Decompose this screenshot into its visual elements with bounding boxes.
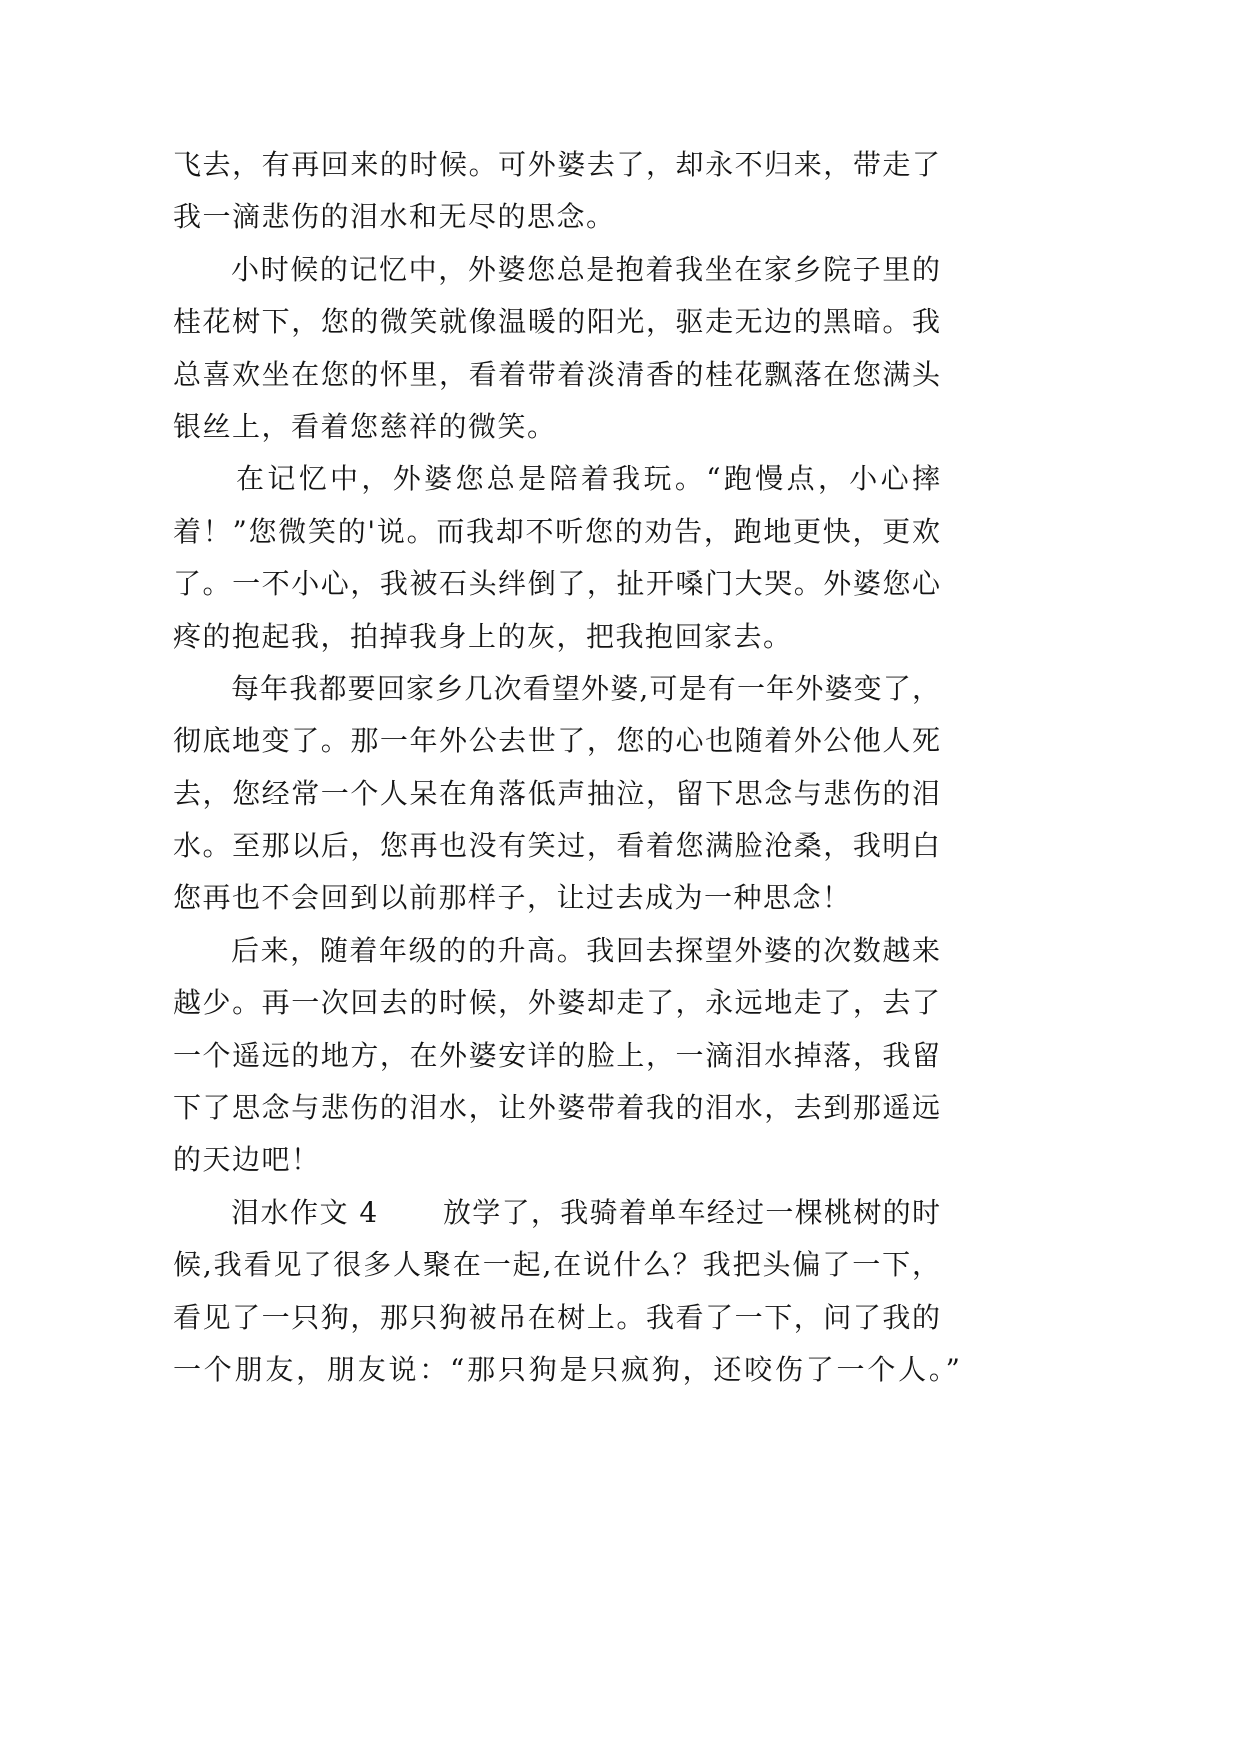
text-line: 一个遥远的地方，在外婆安详的脸上，一滴泪水掉落，我留 [173,1038,940,1072]
paragraph [173,1187,960,1397]
document-body [173,139,960,1396]
text-line: 飞去，有再回来的时候。可外婆去了，却永不归来，带走了 [173,148,940,181]
text-line: 了。一不小心，我被石头绊倒了，扯开嗓门大哭。外婆您心 [173,567,940,601]
text-line: 的天边吧！ [173,1143,321,1177]
text-line: 小时候的记忆中，外婆您总是抱着我坐在家乡院子里的 [231,252,940,286]
text-line: 我一滴悲伤的泪水和无尽的思念。 [173,200,616,234]
text-line: 看见了一只狗，那只狗被吊在树上。我看了一下，问了我的 [173,1300,940,1334]
paragraph [173,139,940,244]
paragraph [173,663,940,925]
heading-line [173,1187,940,1239]
text-line: 下了思念与悲伤的泪水，让外婆带着我的泪水，去到那遥远 [173,1091,940,1125]
text-line: 每年我都要回家乡几次看望外婆,可是有一年外婆变了， [231,671,940,705]
paragraph [173,244,940,454]
paragraph [173,925,940,1187]
paragraph [173,453,940,663]
text-line: 彻底地变了。那一年外公去世了，您的心也随着外公他人死 [173,724,940,758]
text-line: 总喜欢坐在您的怀里，看着带着淡清香的桂花飘落在您满头 [173,357,940,391]
text-line: 着！”您微笑的'说。而我却不听您的劝告，跑地更快，更欢 [173,514,940,548]
text-line: 疼的抱起我，拍掉我身上的灰，把我抱回家去。 [173,619,793,653]
text-line: 放学了，我骑着单车经过一棵桃树的时 [443,1195,940,1229]
text-line: 您再也不会回到以前那样子，让过去成为一种思念！ [173,881,852,915]
text-line: 去，您经常一个人呆在角落低声抽泣，留下思念与悲伤的泪 [173,776,940,810]
text-line: 银丝上，看着您慈祥的微笑。 [173,409,557,443]
text-line: 后来，随着年级的的升高。我回去探望外婆的次数越来 [231,933,940,967]
text-line: 候,我看见了很多人聚在一起,在说什么？我把头偏了一下， [173,1248,940,1282]
text-line: 在记忆中，外婆您总是陪着我玩。“跑慢点，小心摔 [236,462,940,496]
text-line: 越少。再一次回去的时候，外婆却走了，永远地走了，去了 [173,986,940,1020]
text-line: 桂花树下，您的微笑就像温暖的阳光，驱走无边的黑暗。我 [173,305,940,339]
essay-heading: 泪水作文 4 [231,1195,379,1229]
text-line: 一个朋友，朋友说：“那只狗是只疯狗，还咬伤了一个人。” [173,1352,960,1386]
text-line: 水。至那以后，您再也没有笑过，看着您满脸沧桑，我明白 [173,829,940,863]
